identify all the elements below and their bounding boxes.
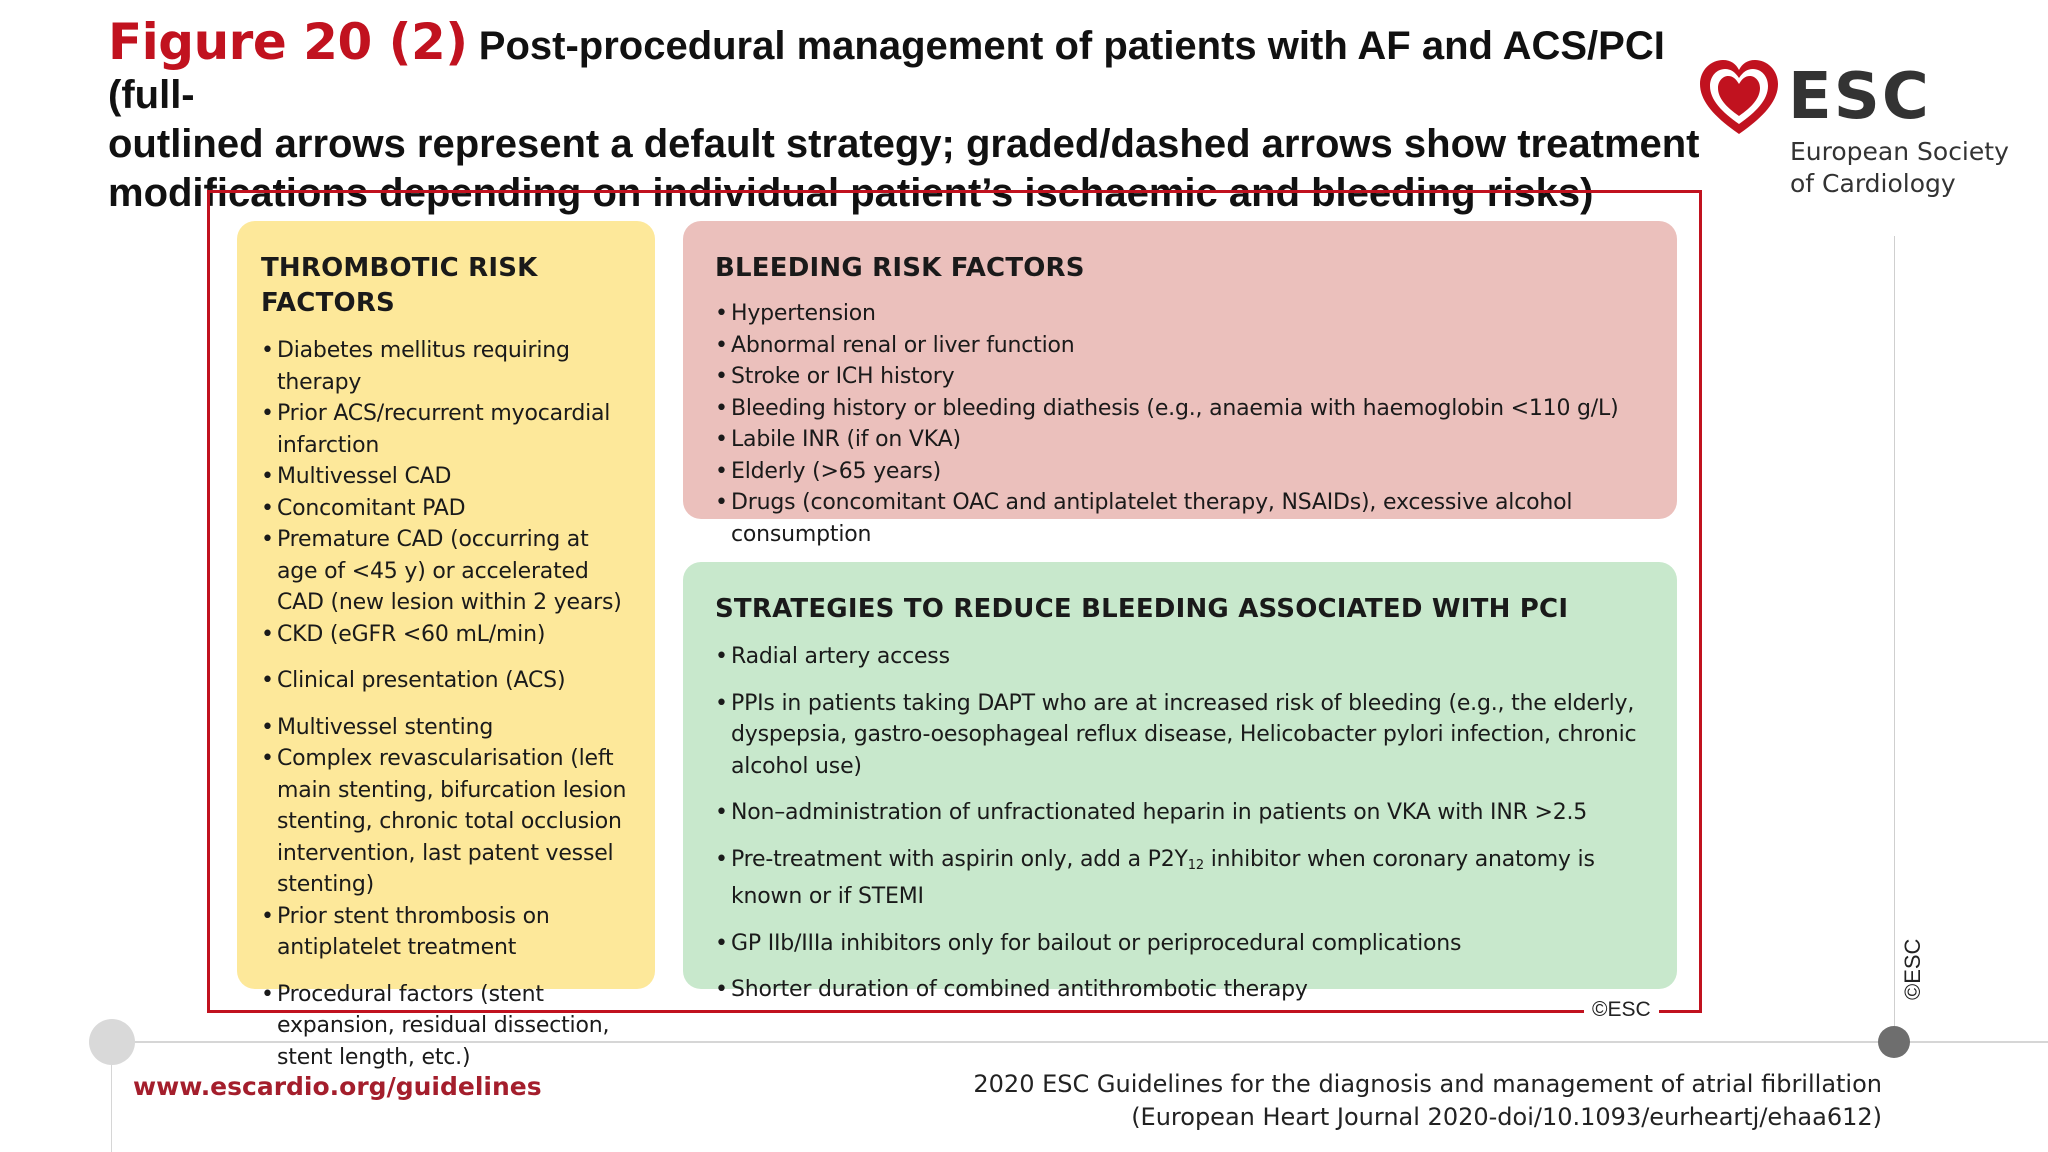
footer-divider bbox=[112, 1041, 2048, 1043]
frame-copyright: ©ESC bbox=[1584, 998, 1659, 1022]
strategies-list bbox=[715, 641, 1653, 1006]
list-item: • Prior ACS/recurrent myocardial infarction bbox=[261, 398, 631, 461]
list-item: • Bleeding history or bleeding diathesis (e.g., anaemia with haemoglobin <110 g/L) bbox=[715, 393, 1653, 425]
citation bbox=[973, 1068, 1882, 1134]
logo-wordmark: ESC bbox=[1788, 60, 1931, 134]
side-divider bbox=[1894, 236, 1895, 1042]
bleeding-strategies-card bbox=[683, 562, 1677, 1002]
list-item: • Multivessel CAD bbox=[261, 461, 631, 493]
list-item: • Labile INR (if on VKA) bbox=[715, 424, 1653, 456]
list-item: • Drugs (concomitant OAC and antiplatelet therapy, NSAIDs), excessive alcohol consumption bbox=[715, 487, 1653, 550]
citation-line-1: 2020 ESC Guidelines for the diagnosis and management of atrial fibrillation bbox=[973, 1070, 1882, 1098]
list-item: • GP IIb/IIIa inhibitors only for bailout or periprocedural complications bbox=[715, 928, 1653, 960]
thrombotic-list bbox=[261, 335, 631, 1073]
heart-icon bbox=[1696, 56, 1782, 142]
list-item: • Hypertension bbox=[715, 298, 1653, 330]
list-item: • CKD (eGFR <60 mL/min) bbox=[261, 619, 631, 651]
logo-subtitle-line2: of Cardiology bbox=[1790, 169, 1956, 198]
footer-left-line bbox=[111, 1065, 112, 1152]
logo-subtitle bbox=[1790, 136, 2009, 200]
list-item: • PPIs in patients taking DAPT who are at increased risk of bleeding (e.g., the elderly, dyspepsia, gastro-oesophageal reflux disease, Helicobacter pylori infection, chronic alcohol use) bbox=[715, 688, 1653, 783]
list-item: • Premature CAD (occurring at age of <45 y) or accelerated CAD (new lesion within 2 years) bbox=[261, 524, 631, 619]
figure-label: Figure 20 (2) bbox=[108, 13, 468, 71]
title-text-1: Post-procedural management of patients with AF and ACS/PCI (full- bbox=[108, 24, 1665, 117]
list-item: • Elderly (>65 years) bbox=[715, 456, 1653, 488]
list-item: • Concomitant PAD bbox=[261, 493, 631, 525]
list-item: • Prior stent thrombosis on antiplatelet treatment bbox=[261, 901, 631, 964]
bleeding-title: BLEEDING RISK FACTORS bbox=[715, 253, 1085, 283]
title-line-1 bbox=[108, 13, 1708, 120]
title-line-3: modifications depending on individual patient’s ischaemic and bleeding risks) bbox=[108, 171, 1594, 215]
list-item: • Abnormal renal or liver function bbox=[715, 330, 1653, 362]
list-item: • Radial artery access bbox=[715, 641, 1653, 673]
p2y12-subscript: 12 bbox=[1187, 857, 1204, 873]
slide-dot-left bbox=[89, 1019, 135, 1065]
citation-line-2: (European Heart Journal 2020-doi/10.1093/eurheartj/ehaa612) bbox=[1131, 1103, 1882, 1131]
list-item: • Pre-treatment with aspirin only, add a $P2Y_{12}$ inhibitor when coronary anatomy is known or if STEMI bbox=[715, 844, 1653, 913]
list-item: • Multivessel stenting bbox=[261, 712, 631, 744]
list-item: • Diabetes mellitus requiring therapy bbox=[261, 335, 631, 398]
strategies-title: STRATEGIES TO REDUCE BLEEDING ASSOCIATED WITH PCI bbox=[715, 594, 1569, 624]
list-item: • Clinical presentation (ACS) bbox=[261, 665, 631, 697]
thrombotic-risk-card bbox=[237, 221, 655, 1070]
list-item: • Complex revascularisation (left main stenting, bifurcation lesion stenting, chronic total occlusion intervention, last patent vessel stenting) bbox=[261, 743, 631, 901]
side-copyright: ©ESC bbox=[1900, 938, 1925, 1000]
slide-dot-right bbox=[1878, 1026, 1910, 1058]
thrombotic-title: THROMBOTIC RISK FACTORS bbox=[261, 253, 538, 318]
bleeding-list bbox=[715, 298, 1653, 550]
guidelines-link[interactable]: www.escardio.org/guidelines bbox=[133, 1072, 542, 1101]
bleeding-risk-card bbox=[683, 221, 1677, 547]
esc-logo[interactable] bbox=[1696, 56, 2026, 206]
list-item: • Shorter duration of combined antithrombotic therapy bbox=[715, 974, 1653, 1006]
title-line-2: outlined arrows represent a default strategy; graded/dashed arrows show treatment bbox=[108, 122, 1700, 166]
list-item: • Non–administration of unfractionated heparin in patients on VKA with INR >2.5 bbox=[715, 797, 1653, 829]
list-item: • Stroke or ICH history bbox=[715, 361, 1653, 393]
logo-subtitle-line1: European Society bbox=[1790, 137, 2009, 166]
figure-header bbox=[108, 13, 1708, 218]
list-item: • Procedural factors (stent expansion, residual dissection, stent length, etc.) bbox=[261, 979, 631, 1074]
